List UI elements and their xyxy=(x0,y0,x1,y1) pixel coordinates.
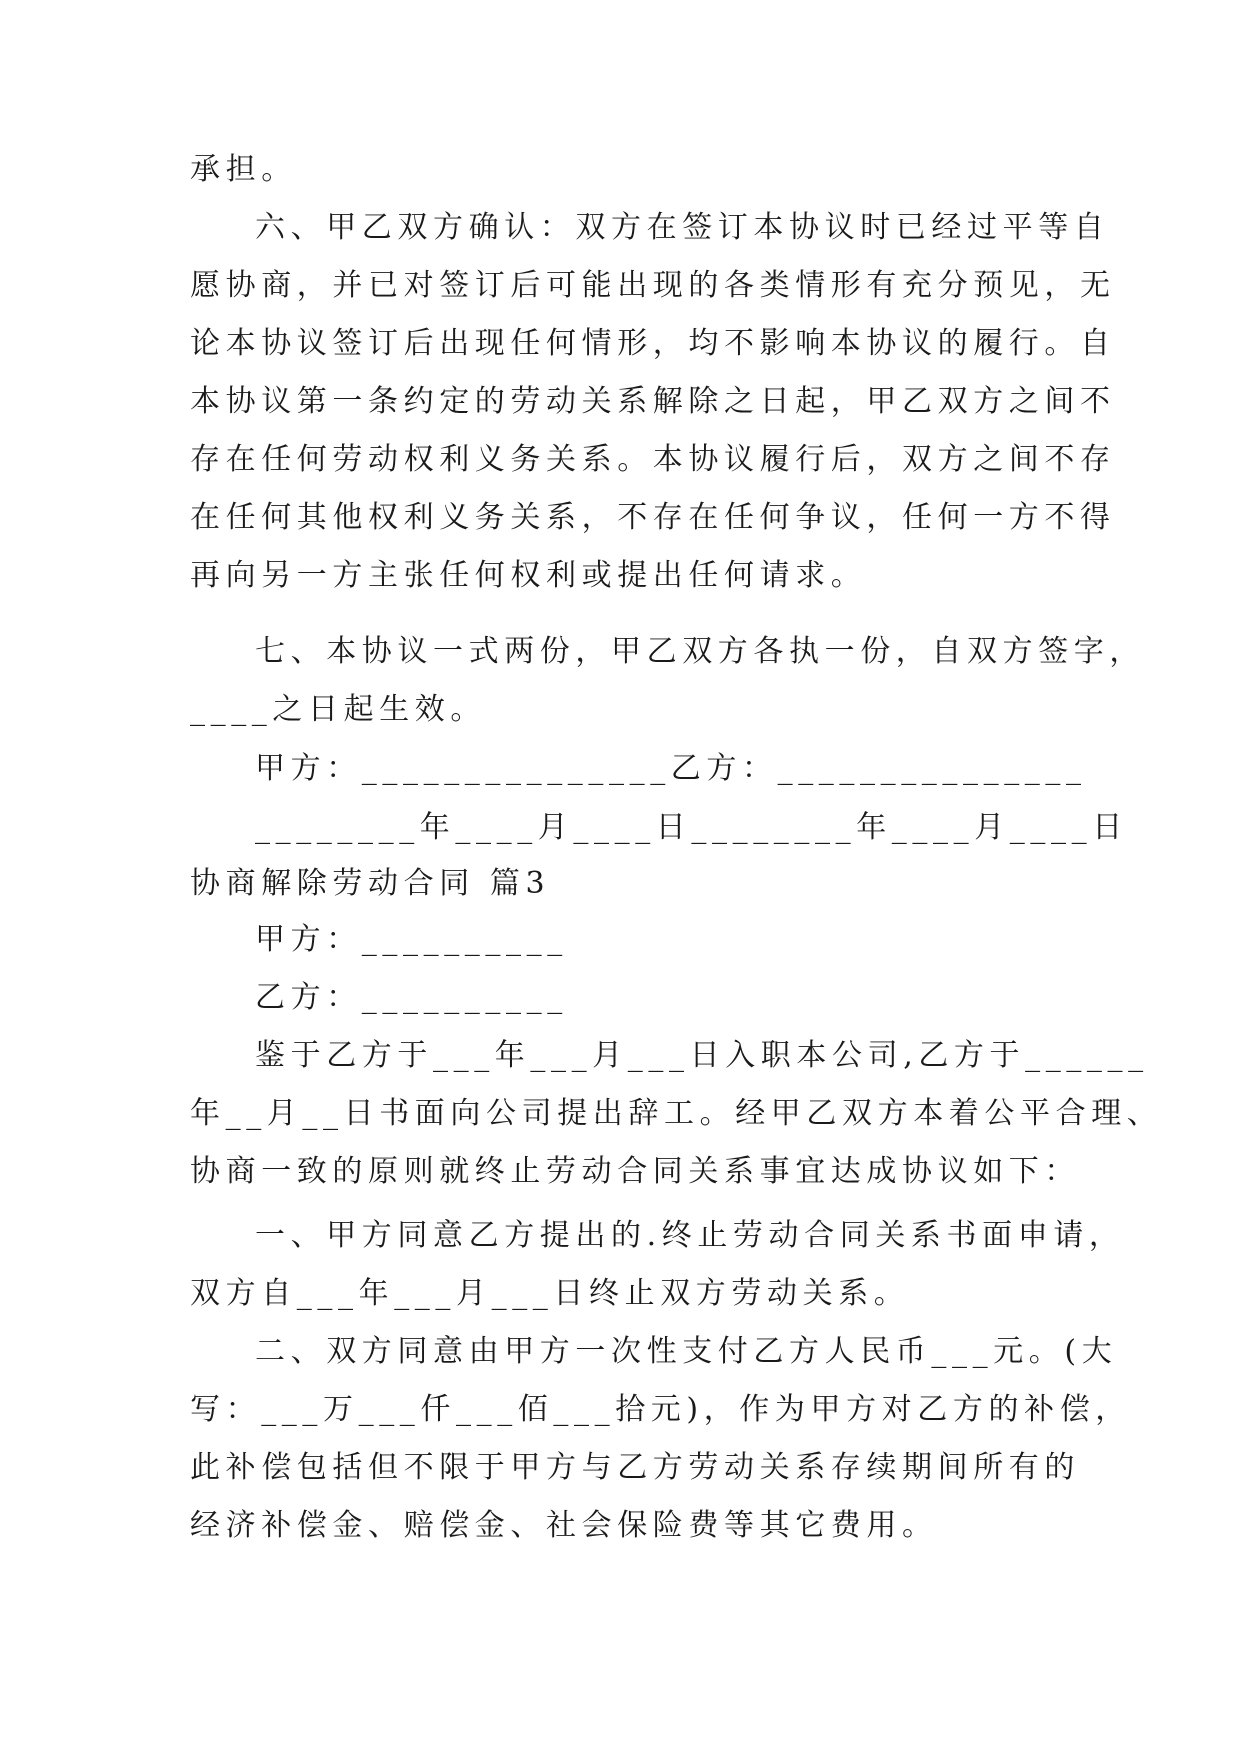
text-line: 愿协商，并已对签订后可能出现的各类情形有充分预见，无 xyxy=(190,268,1116,303)
signature-date-line: ________年____月____日________年____月____日 xyxy=(255,810,1128,845)
clause-one-line: 一、甲方同意乙方提出的.终止劳动合同关系书面申请， xyxy=(255,1218,1125,1253)
signature-parties-line: 甲方：_______________乙方：_______________ xyxy=(255,751,1087,786)
clause-two-line: 二、双方同意由甲方一次性支付乙方人民币___元。(大 xyxy=(255,1334,1118,1369)
text-line: 经济补偿金、赔偿金、社会保险费等其它费用。 xyxy=(190,1508,938,1543)
text-line: 年__月__日书面向公司提出辞工。经甲乙双方本着公平合理、 xyxy=(190,1096,1163,1131)
text-line: 此补偿包括但不限于甲方与乙方劳动关系存续期间所有的 xyxy=(190,1450,1080,1485)
text-line: 在任何其他权利义务关系，不存在任何争议，任何一方不得 xyxy=(190,500,1116,535)
text-line: 写：___万___仟___佰___拾元)，作为甲方对乙方的补偿， xyxy=(190,1392,1131,1427)
party-b-line: 乙方：__________ xyxy=(255,980,568,1015)
text-line: 双方自___年___月___日终止双方劳动关系。 xyxy=(190,1276,910,1311)
clause-seven-line: 七、本协议一式两份，甲乙双方各执一份，自双方签字， xyxy=(255,634,1145,669)
text-line: 存在任何劳动权利义务关系。本协议履行后，双方之间不存 xyxy=(190,442,1116,477)
text-line: 论本协议签订后出现任何情形，均不影响本协议的履行。自 xyxy=(190,326,1116,361)
text-line: 承担。 xyxy=(190,152,297,187)
text-line: 再向另一方主张任何权利或提出任何请求。 xyxy=(190,558,867,593)
text-line: ____之日起生效。 xyxy=(190,692,486,727)
preamble-line: 鉴于乙方于___年___月___日入职本公司,乙方于______ xyxy=(255,1038,1149,1073)
party-a-line: 甲方：__________ xyxy=(255,922,568,957)
section-heading: 协商解除劳动合同 篇3 xyxy=(190,866,551,901)
text-line: 协商一致的原则就终止劳动合同关系事宜达成协议如下： xyxy=(190,1154,1080,1189)
text-line: 本协议第一条约定的劳动关系解除之日起，甲乙双方之间不 xyxy=(190,384,1116,419)
clause-six-line: 六、甲乙双方确认：双方在签订本协议时已经过平等自 xyxy=(255,210,1110,245)
